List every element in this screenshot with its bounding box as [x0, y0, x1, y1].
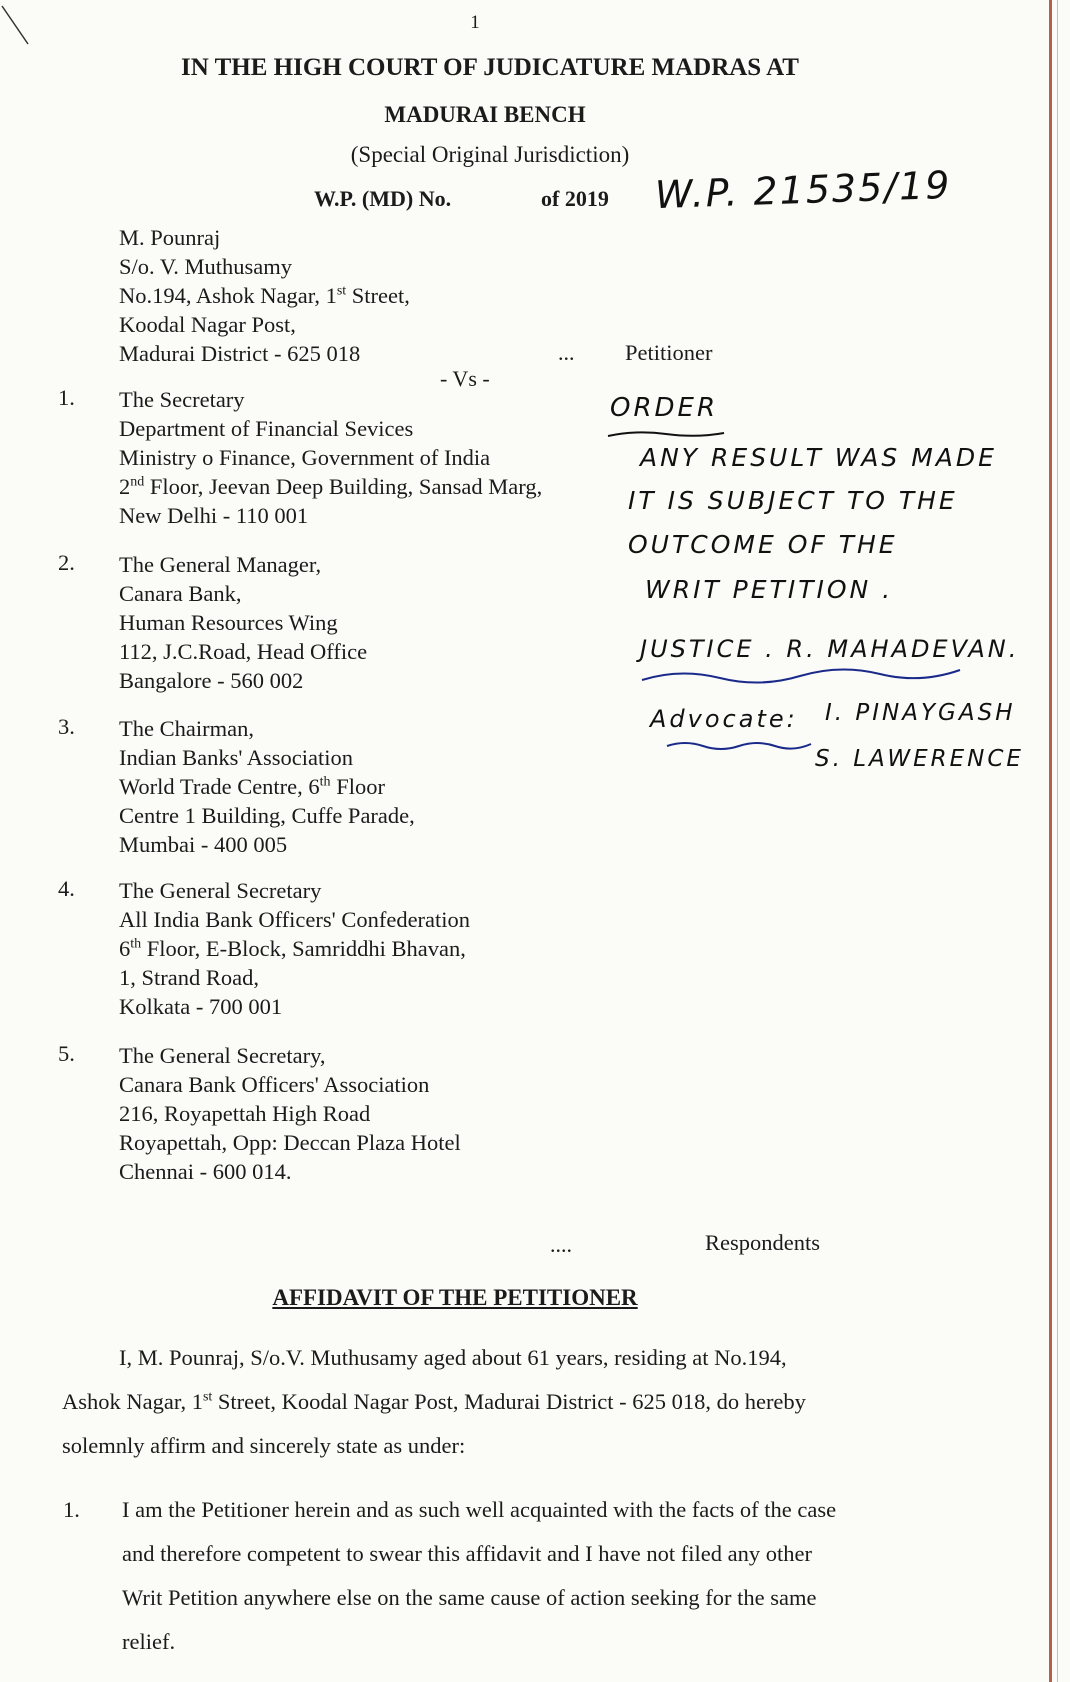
respondent-line: Kolkata - 700 001 — [119, 994, 283, 1019]
affidavit-para-1 — [122, 1488, 909, 1664]
respondent-number: 5. — [58, 1041, 75, 1066]
para1-line: Writ Petition anywhere else on the same cause of action seeking for the same — [122, 1585, 817, 1610]
intro-line: I, M. Pounraj, S/o.V. Muthusamy aged about 61 years, residing at No.194, — [119, 1345, 787, 1370]
respondent-line: New Delhi - 110 001 — [119, 503, 309, 528]
respondent-line: Canara Bank Officers' Association — [119, 1072, 430, 1097]
respondent-line: The Secretary — [119, 387, 245, 412]
respondent-line: 216, Royapettah High Road — [119, 1101, 371, 1126]
petitioner-role: Petitioner — [625, 340, 713, 365]
respondent-line: Ministry o Finance, Government of India — [119, 445, 491, 470]
note-advocate-1: I. PINAYGASH — [825, 700, 1016, 726]
affidavit-intro — [62, 1336, 882, 1468]
court-title: IN THE HIGH COURT OF JUDICATURE MADRAS AT — [181, 54, 799, 81]
note-heading-underline — [606, 428, 726, 440]
note-justice-underline — [640, 666, 980, 686]
wp-year: of 2019 — [541, 186, 609, 211]
page-edge-shadow — [1057, 0, 1058, 1682]
respondent-number: 1. — [58, 385, 75, 410]
respondent-line: All India Bank Officers' Confederation — [119, 907, 471, 932]
respondent-line: The Chairman, — [119, 716, 254, 741]
page-edge-line — [1049, 0, 1052, 1682]
respondent-line: Indian Banks' Association — [119, 745, 354, 770]
respondent-line: Department of Financial Sevices — [119, 416, 414, 441]
respondent-line: Royapettah, Opp: Deccan Plaza Hotel — [119, 1130, 461, 1155]
respondent-line: The General Secretary, — [119, 1043, 326, 1068]
respondent-line: The General Secretary — [119, 878, 322, 903]
petitioner-line: M. Pounraj — [119, 225, 221, 250]
respondent-line: 6th Floor, E-Block, Samriddhi Bhavan, — [119, 936, 466, 961]
note-line: ANY RESULT WAS MADE — [640, 443, 997, 472]
intro-line: solemnly affirm and sincerely state as under: — [62, 1433, 466, 1458]
petitioner-line: Madurai District - 625 018 — [119, 341, 361, 366]
para1-line: and therefore competent to swear this affidavit and I have not filed any other — [122, 1541, 812, 1566]
respondents-role: Respondents — [705, 1230, 820, 1255]
respondent-line: The General Manager, — [119, 552, 322, 577]
jurisdiction: (Special Original Jurisdiction) — [350, 142, 630, 167]
petitioner-line: Koodal Nagar Post, — [119, 312, 296, 337]
note-advocate-2: S. LAWERENCE — [815, 746, 1024, 772]
petitioner-line: S/o. V. Muthusamy — [119, 254, 292, 279]
respondent-address — [119, 876, 470, 1021]
respondent-number: 2. — [58, 550, 75, 575]
respondent-number: 4. — [58, 876, 75, 901]
respondent-number: 3. — [58, 714, 75, 739]
respondent-line: Mumbai - 400 005 — [119, 832, 288, 857]
note-line: WRIT PETITION . — [645, 575, 894, 604]
respondent-line: Canara Bank, — [119, 581, 242, 606]
respondents-dots: .... — [550, 1232, 572, 1257]
petitioner-dots: ... — [558, 340, 575, 365]
affidavit-title: AFFIDAVIT OF THE PETITIONER — [272, 1285, 638, 1310]
para1-number: 1. — [63, 1497, 80, 1522]
respondent-line: 2nd Floor, Jeevan Deep Building, Sansad Marg, — [119, 474, 543, 499]
note-advocate-underline — [665, 738, 815, 752]
respondent-line: 1, Strand Road, — [119, 965, 259, 990]
note-line: OUTCOME OF THE — [628, 530, 898, 559]
wp-handwritten-number: W.P. 21535/19 — [654, 162, 953, 218]
note-advocate-label: Advocate: — [650, 705, 798, 733]
respondent-address — [119, 385, 542, 530]
respondent-address — [119, 550, 367, 695]
page-number: 1 — [470, 12, 480, 33]
para1-line: relief. — [122, 1629, 176, 1654]
note-line: IT IS SUBJECT TO THE — [628, 486, 958, 515]
respondent-line: Human Resources Wing — [119, 610, 338, 635]
petitioner-address — [119, 223, 410, 368]
respondent-line: 112, J.C.Road, Head Office — [119, 639, 368, 664]
respondent-line: Bangalore - 560 002 — [119, 668, 304, 693]
respondent-address — [119, 1041, 461, 1186]
respondent-address — [119, 714, 415, 859]
wp-number-label: W.P. (MD) No. — [314, 186, 452, 211]
petitioner-line: No.194, Ashok Nagar, 1st Street, — [119, 283, 410, 308]
respondent-line: Chennai - 600 014. — [119, 1159, 292, 1184]
para1-line: I am the Petitioner herein and as such well acquainted with the facts of the case — [122, 1497, 837, 1522]
versus: - Vs - — [440, 366, 490, 391]
note-justice: JUSTICE . R. MAHADEVAN. — [640, 635, 1020, 663]
bench-title: MADURAI BENCH — [384, 102, 586, 127]
intro-line: Ashok Nagar, 1st Street, Koodal Nagar Post, Madurai District - 625 018, do hereby — [62, 1389, 806, 1414]
respondent-line: World Trade Centre, 6th Floor — [119, 774, 385, 799]
note-heading: ORDER — [610, 393, 719, 423]
respondent-line: Centre 1 Building, Cuffe Parade, — [119, 803, 415, 828]
